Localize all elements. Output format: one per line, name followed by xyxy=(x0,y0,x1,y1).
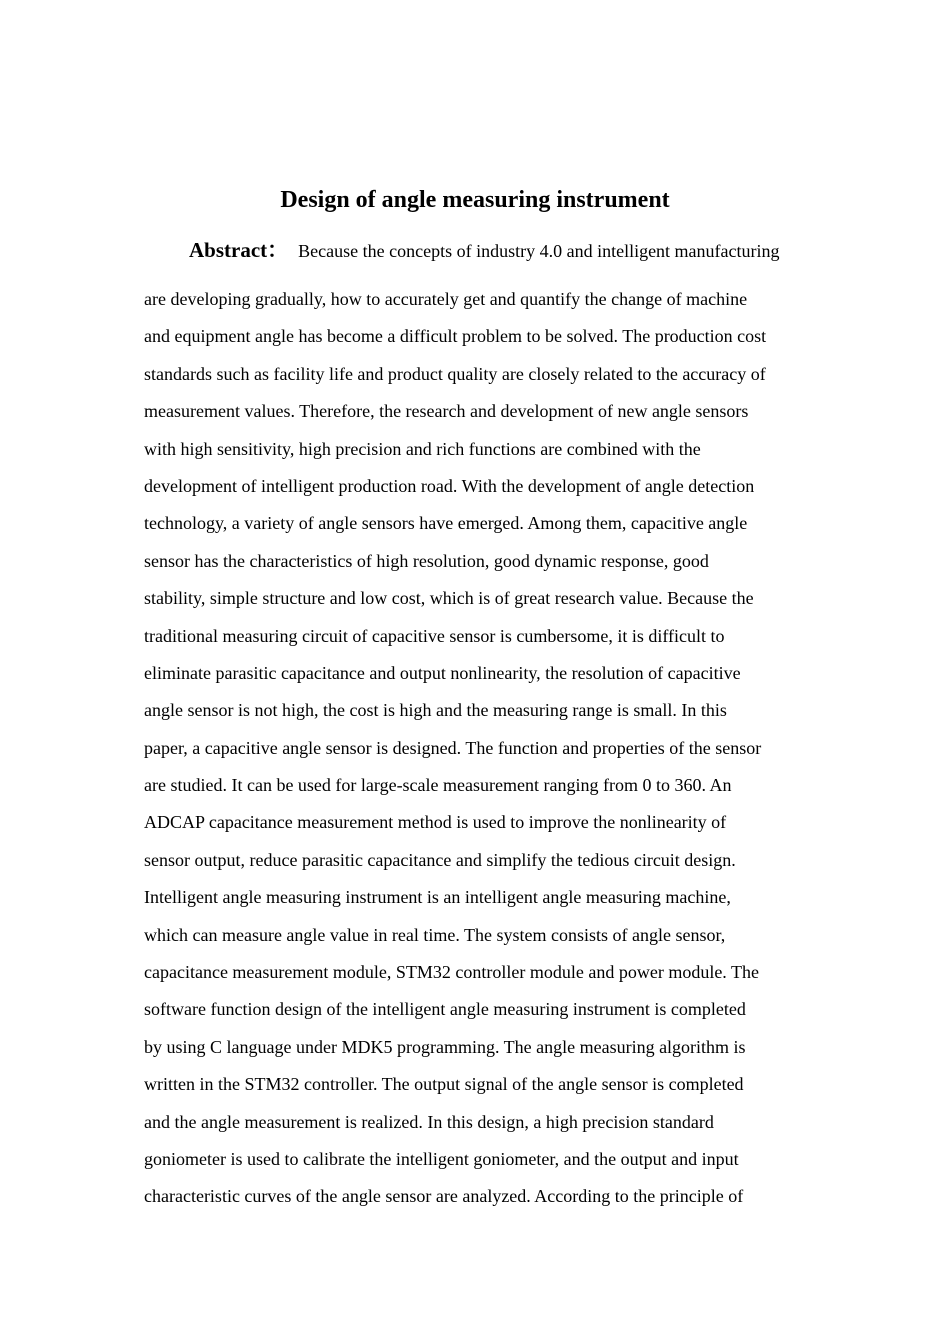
abstract-line: which can measure angle value in real time. The system consists of angle sensor, xyxy=(144,924,726,945)
abstract-line: by using C language under MDK5 programming. The angle measuring algorithm is xyxy=(144,1036,746,1057)
abstract-body xyxy=(144,281,824,1216)
abstract-line: goniometer is used to calibrate the intelligent goniometer, and the output and input xyxy=(144,1148,739,1169)
abstract-colon: ： xyxy=(267,238,289,262)
abstract-label: Abstract xyxy=(189,238,268,262)
abstract-line: standards such as facility life and product quality are closely related to the accuracy of xyxy=(144,363,766,384)
abstract-line: and the angle measurement is realized. In this design, a high precision standard xyxy=(144,1111,714,1132)
abstract-line: angle sensor is not high, the cost is high and the measuring range is small. In this xyxy=(144,700,727,721)
abstract-line: and equipment angle has become a difficult problem to be solved. The production cost xyxy=(144,326,767,347)
abstract-line: are developing gradually, how to accurately get and quantify the change of machine xyxy=(144,289,748,309)
abstract-line: are studied. It can be used for large-scale measurement ranging from 0 to 360. An xyxy=(144,775,732,796)
abstract-line: ADCAP capacitance measurement method is used to improve the nonlinearity of xyxy=(144,812,727,833)
abstract-line: sensor output, reduce parasitic capacitance and simplify the tedious circuit design. xyxy=(144,849,736,870)
abstract-line: traditional measuring circuit of capacitive sensor is cumbersome, it is difficult to xyxy=(144,625,725,646)
abstract-first-line xyxy=(189,234,819,269)
abstract-line: software function design of the intelligent angle measuring instrument is completed xyxy=(144,999,746,1020)
abstract-line: Intelligent angle measuring instrument is an intelligent angle measuring machine, xyxy=(144,887,731,908)
abstract-line: characteristic curves of the angle sensor are analyzed. According to the principle of xyxy=(144,1186,744,1207)
document-title: Design of angle measuring instrument xyxy=(280,187,670,213)
abstract-first-line-text: Because the concepts of industry 4.0 and intelligent manufacturing xyxy=(298,241,780,261)
abstract-line: measurement values. Therefore, the research and development of new angle sensors xyxy=(144,401,749,422)
abstract-line: sensor has the characteristics of high resolution, good dynamic response, good xyxy=(144,550,709,571)
abstract-line: written in the STM32 controller. The output signal of the angle sensor is completed xyxy=(144,1074,744,1095)
abstract-line: technology, a variety of angle sensors have emerged. Among them, capacitive angle xyxy=(144,513,748,534)
abstract-line: paper, a capacitive angle sensor is designed. The function and properties of the sensor xyxy=(144,737,762,758)
abstract-line: with high sensitivity, high precision and rich functions are combined with the xyxy=(144,438,701,459)
abstract-line: capacitance measurement module, STM32 controller module and power module. The xyxy=(144,962,759,983)
abstract-line: stability, simple structure and low cost, which is of great research value. Because the xyxy=(144,588,754,609)
abstract-line: eliminate parasitic capacitance and output nonlinearity, the resolution of capacitive xyxy=(144,662,741,683)
abstract-line: development of intelligent production road. With the development of angle detection xyxy=(144,475,755,496)
